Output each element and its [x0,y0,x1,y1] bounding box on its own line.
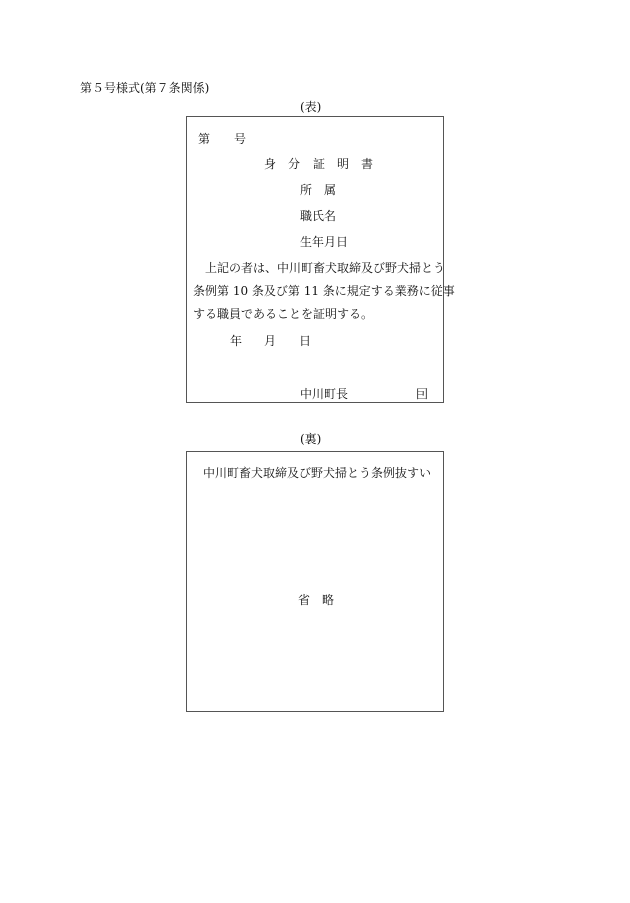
certificate-number-prefix: 第 [198,132,211,146]
date-year: 年 [230,334,243,348]
form-title: 第５号様式(第７条関係) [80,81,210,95]
affiliation-label: 所 属 [300,183,337,197]
document-title-char: 書 [361,157,374,171]
certification-text-line: 条例第 10 条及び第 11 条に規定する業務に従事 [193,284,455,298]
ordinance-excerpt-title: 中川町畜犬取締及び野犬掃とう条例抜すい [203,466,432,480]
issuer-name: 中川町長 [300,387,349,401]
certificate-number-suffix: 号 [234,132,247,146]
document-title-char: 身 [264,157,277,171]
seal-mark: 囙 [416,387,429,401]
back-card [186,451,444,712]
back-label: (裏) [300,432,322,446]
certification-text-line: する職員であることを証明する。 [193,307,374,321]
certification-text-line: 上記の者は、中川町畜犬取締及び野犬掃とう [193,261,446,275]
birth-date-label: 生年月日 [300,235,349,249]
front-card [186,116,455,403]
front-label: (表) [300,100,322,114]
document-title-char: 分 [288,157,301,171]
position-name-label: 職氏名 [300,209,337,223]
document-title-char: 証 [313,157,326,171]
date-day: 日 [299,334,312,348]
date-month: 月 [264,334,277,348]
document-title-char: 明 [337,157,350,171]
omitted-text: 省 略 [298,593,335,607]
